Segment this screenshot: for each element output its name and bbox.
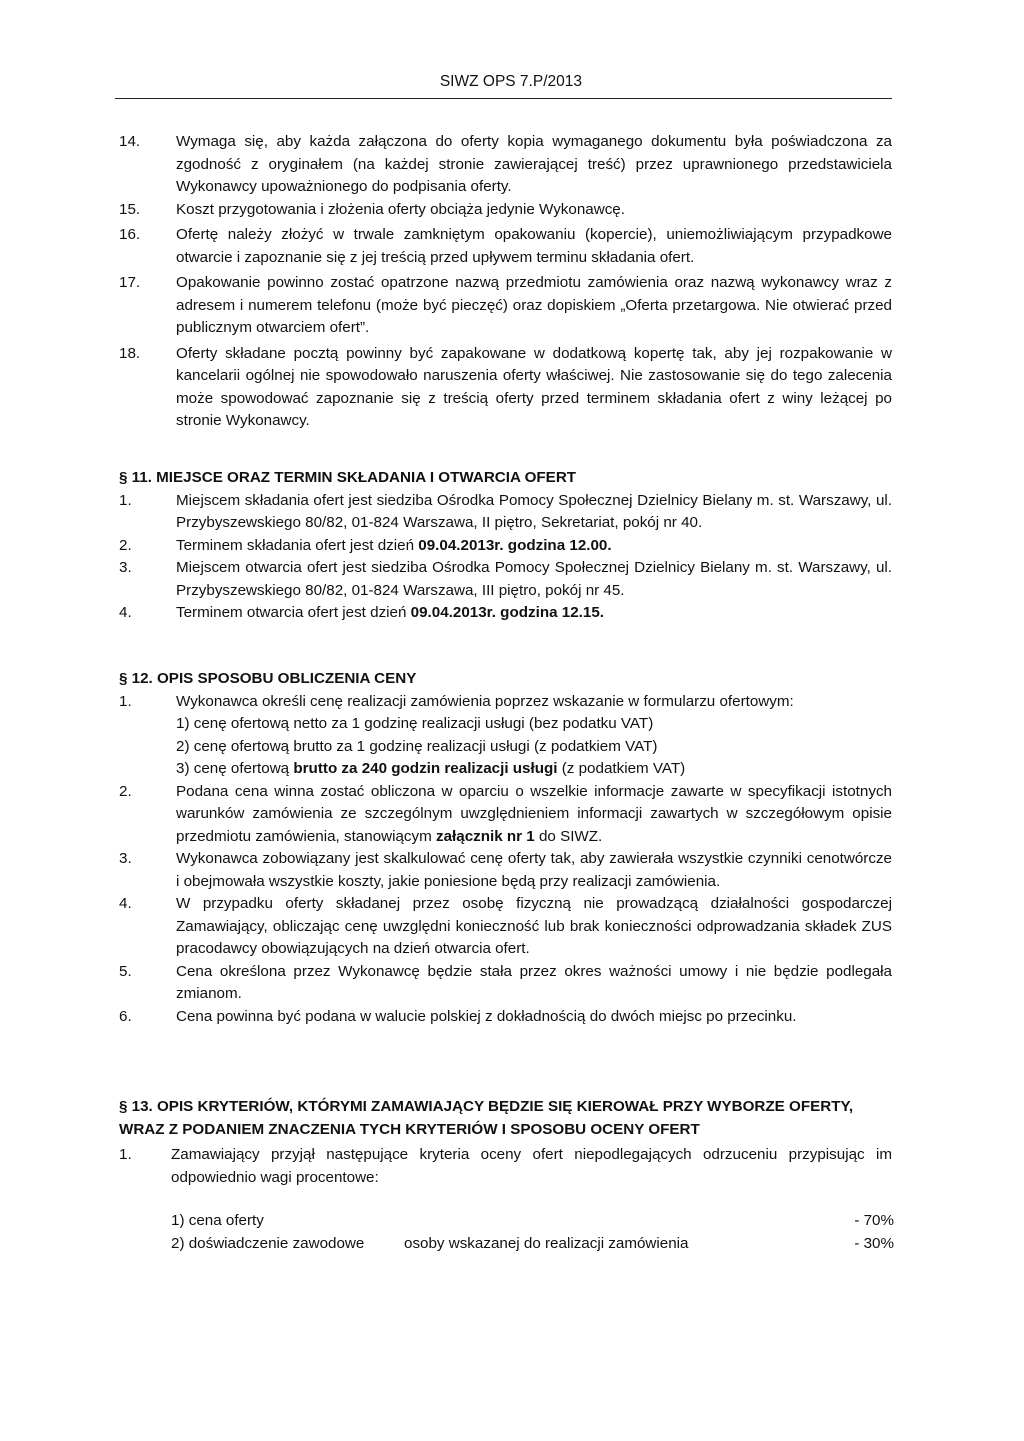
item-text: [176, 691, 892, 781]
criterion-row: [171, 1233, 894, 1256]
item-text: Opakowanie powinno zostać opatrzone nazwą przedmiotu zamówienia oraz nazwą wykonawcy wraz z adresem i numerem telefonu (może być pieczęć) oraz dopiskiem „Oferta przetargowa. Nie otwierać przed publicznym otwarciem ofert”.: [176, 274, 892, 336]
item-text: Wymaga się, aby każda załączona do oferty kopia wymaganego dokumentu była poświadczona za zgodność z oryginałem (na każdej stronie zawierającej treść) przez uprawnionego przedstawiciela Wykonawcy upoważnionego do podpisania oferty.: [176, 133, 892, 195]
item-text: Koszt przygotowania i złożenia oferty obciąża jedynie Wykonawcę.: [176, 200, 625, 218]
item-text: Oferty składane pocztą powinny być zapakowane w dodatkową kopertę tak, aby jej rozpakowanie w kancelarii ogólnej nie spowodowało naruszenia oferty właściwej. Nie zastosowanie się do tego zalecenia może spowodować zapoznanie się z treścią oferty przed terminem składania ofert z winy leżącej po stronie Wykonawcy.: [176, 344, 892, 429]
list-item: [119, 1144, 892, 1189]
list-item: [119, 893, 892, 961]
item-number: 3.: [119, 559, 132, 576]
item-text: Cena określona przez Wykonawcę będzie stała przez okres ważności umowy i nie będzie podlegała zmianom.: [176, 962, 892, 1002]
section-12-heading: § 12. OPIS SPOSOBU OBLICZENIA CENY: [119, 670, 417, 687]
heading-line: WRAZ Z PODANIEM ZNACZENIA TYCH KRYTERIÓW I SPOSOBU OCENY OFERT: [119, 1120, 700, 1138]
opening-label: Terminem otwarcia ofert jest dzień: [176, 604, 411, 621]
item-number: 16.: [119, 226, 141, 243]
sub-item-post: (z podatkiem VAT): [557, 760, 686, 777]
sub-item-pre: 3) cenę ofertową: [176, 760, 294, 777]
item-number: 15.: [119, 200, 141, 218]
list-item: [119, 535, 892, 558]
item-text: W przypadku oferty składanej przez osobę fizyczną nie prowadzącą działalności gospodarczej Zamawiający, obliczając cenę uwzględni konieczność lub brak konieczności odprowadzania składek ZUS pracodawcy obowiązujących na dzień otwarcia ofert.: [176, 895, 892, 957]
opening-deadline: 09.04.2013r. godzina 12.15.: [410, 604, 604, 621]
item-number: 1.: [119, 491, 132, 509]
item-text: [176, 602, 892, 625]
section-13-heading: [119, 1096, 892, 1141]
item-number: 14.: [119, 133, 141, 150]
sub-item: [176, 760, 685, 777]
list-item: [119, 961, 892, 1006]
item-text: Miejscem otwarcia ofert jest siedziba Ośrodka Pomocy Społecznej Dzielnicy Bielany m. st. Warszawy, ul. Przybyszewskiego 80/82, 01-824 Warszawa, III piętro, pokój nr 45.: [176, 559, 892, 599]
item-number: 17.: [119, 274, 141, 291]
page-header: [115, 72, 892, 92]
sub-item: 1) cenę ofertową netto za 1 godzinę realizacji usługi (bez podatku VAT): [176, 715, 654, 732]
item-number: 1.: [119, 692, 132, 710]
item-text: Miejscem składania ofert jest siedziba Ośrodka Pomocy Społecznej Dzielnicy Bielany m. st. Warszawy, ul. Przybyszewskiego 80/82, 01-824 Warszawa, II piętro, Sekretariat, pokój nr 40.: [176, 491, 892, 531]
list-item: [119, 848, 892, 893]
item-intro: Wykonawca określi cenę realizacji zamówienia poprzez wskazanie w formularzu ofertowym:: [176, 692, 794, 710]
list-item: [119, 602, 892, 625]
list-item: [119, 224, 892, 269]
item-number: 5.: [119, 962, 132, 980]
item-number: 4.: [119, 604, 132, 621]
criterion-desc: [404, 1210, 834, 1233]
list-item: [119, 272, 892, 340]
item-number: 1.: [119, 1146, 132, 1163]
criterion-weight: - 30%: [854, 1234, 894, 1252]
item-number: 3.: [119, 850, 132, 867]
section-13: [119, 1096, 892, 1189]
item-number: 2.: [119, 536, 132, 554]
item-number: 6.: [119, 1007, 132, 1025]
item-text: Zamawiający przyjął następujące kryteria oceny ofert niepodlegających odrzuceniu przypisując im odpowiednio wagi procentowe:: [171, 1146, 892, 1186]
list-item: [119, 490, 892, 535]
list-item: [119, 199, 892, 222]
list-item: [119, 1006, 892, 1029]
sub-item-bold: brutto za 240 godzin realizacji usługi: [293, 760, 558, 777]
item-text: [176, 781, 892, 849]
section-11: [119, 467, 892, 625]
item-number: 4.: [119, 895, 132, 912]
criterion-name: 1) cena oferty: [171, 1212, 264, 1229]
sub-item: 2) cenę ofertową brutto za 1 godzinę realizacji usługi (z podatkiem VAT): [176, 737, 658, 755]
list-item: [119, 691, 892, 781]
item-text-pre: Podana cena winna zostać obliczona w oparciu o wszelkie informacje zawarte w specyfikacji istotnych warunków zamówienia ze szczególnym uwzględnieniem informacji zawartych w szczegółowym opisie przedmiotu zamówienia, stanowiącym: [176, 782, 892, 845]
item-text-post: do SIWZ.: [534, 827, 603, 845]
attachment-ref: załącznik nr 1: [435, 827, 535, 845]
item-text: Wykonawca zobowiązany jest skalkulować cenę oferty tak, aby zawierała wszystkie czynniki cenotwórcze i obejmowała wszystkie koszty, jakie poniesione będą przy realizacji zamówienia.: [176, 850, 892, 890]
list-item: [119, 343, 892, 433]
list-item: [119, 131, 892, 199]
item-number: 2.: [119, 782, 132, 800]
item-number: 18.: [119, 344, 141, 362]
document-reference: SIWZ OPS 7.P/2013: [439, 73, 582, 90]
submission-deadline: 09.04.2013r. godzina 12.00.: [418, 536, 612, 554]
criterion-row: [171, 1210, 894, 1233]
header-divider: [115, 98, 892, 99]
criteria-table: [171, 1210, 894, 1255]
deadline-label: Terminem składania ofert jest dzień: [176, 536, 419, 554]
list-item: [119, 781, 892, 849]
criterion-weight: - 70%: [854, 1212, 894, 1229]
list-item: [119, 557, 892, 602]
item-text: Cena powinna być podana w walucie polskiej z dokładnością do dwóch miejsc po przecinku.: [176, 1007, 797, 1025]
section-10-items: [119, 131, 892, 433]
criterion-desc: osoby wskazanej do realizacji zamówienia: [404, 1234, 689, 1252]
item-text: Ofertę należy złożyć w trwale zamkniętym opakowaniu (kopercie), uniemożliwiającym przypadkowe otwarcie i zapoznanie się z jej treścią przed upływem terminu składania ofert.: [176, 226, 892, 266]
section-11-heading: § 11. MIEJSCE ORAZ TERMIN SKŁADANIA I OTWARCIA OFERT: [119, 469, 577, 486]
item-text: [176, 535, 892, 558]
criterion-name: 2) doświadczenie zawodowe: [171, 1234, 365, 1252]
section-12: [119, 668, 892, 1028]
heading-line: § 13. OPIS KRYTERIÓW, KTÓRYMI ZAMAWIAJĄCY BĘDZIE SIĘ KIEROWAŁ PRZY WYBORZE OFERTY,: [119, 1098, 854, 1115]
